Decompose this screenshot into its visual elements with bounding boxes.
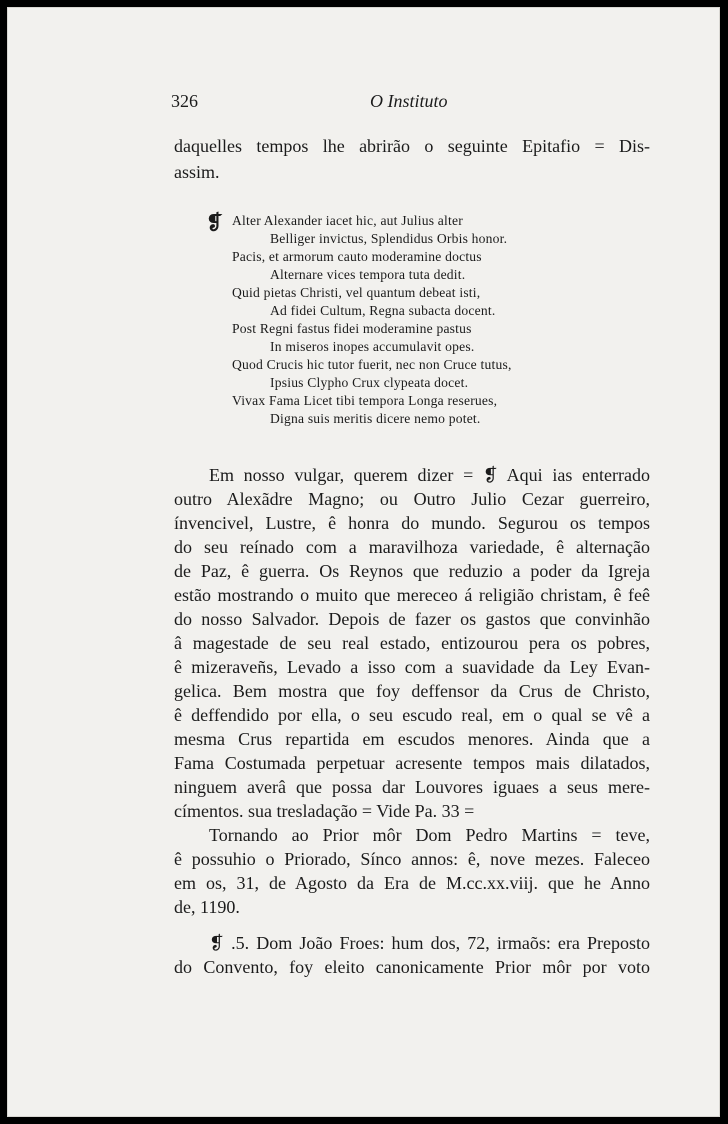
epitaph-line: Quod Crucis hic tutor fuerit, nec non Cruce tutus, (232, 357, 512, 372)
paragraph-2-line: do seu reínado com a maravilhoza variedade, ê alternação (174, 537, 650, 557)
epitaph-line: Ipsius Clypho Crux clypeata docet. (270, 375, 469, 390)
epitaph-line: Alter Alexander iacet hic, aut Julius alter (232, 213, 463, 228)
epitaph-line: Digna suis meritis dicere nemo potet. (270, 411, 481, 426)
paragraph-1-line: assim. (174, 162, 220, 182)
paragraph-2-line: ê deffendido por ella, o seu escudo real, em o qual se vê a (174, 705, 650, 725)
paragraph-2-line: címentos. sua tresladação = Vide Pa. 33 = (174, 801, 475, 821)
paragraph-1-line: daquelles tempos lhe abrirão o seguinte Epitafio = Dis- (174, 136, 650, 156)
paragraph-3-line: em os, 31, de Agosto da Era de M.cc.xx.viij. que he Anno (174, 873, 650, 893)
paragraph-2-line: ê mizeraveñs, Levado a isso com a suavidade da Ley Evan- (174, 657, 650, 677)
paragraph-3-line: ê possuhio o Priorado, Sínco annos: ê, nove mezes. Faleceo (174, 849, 650, 869)
running-title: O Instituto (370, 91, 448, 111)
paragraph-2-line: estão mostrando o muito que mereceo á religião christam, ê feê (174, 585, 650, 605)
paragraph-2-line: outro Alexãdre Magno; ou Outro Julio Cezar guerreiro, (174, 489, 650, 509)
page-header (8, 91, 719, 115)
paragraph-2-line: â magestade de seu real estado, entizourou pera os pobres, (174, 633, 650, 653)
epitaph-line: Alternare vices tempora tuta dedit. (270, 267, 466, 282)
paragraph-mark-icon: ❡ (206, 212, 223, 234)
epitaph-line: Pacis, et armorum cauto moderamine doctus (232, 249, 482, 264)
paragraph-2-line: do nosso Salvador. Depois de fazer os gastos que convinhão (174, 609, 650, 629)
paragraph-4-line: ❡ .5. Dom João Froes: hum dos, 72, irmaõs: era Preposto (209, 933, 650, 953)
paragraph-2-line: Em nosso vulgar, querem dizer = ❡ Aqui ias enterrado (209, 465, 650, 485)
page-number: 326 (171, 91, 198, 111)
epitaph-line: Post Regni fastus fidei moderamine pastus (232, 321, 472, 336)
paragraph-2-line: mesma Crus repartida em escudos menores. Ainda que a (174, 729, 650, 749)
paragraph-2-line: ninguem averâ que possa dar Louvores iguaes a seus mere- (174, 777, 650, 797)
paragraph-3-line: Tornando ao Prior môr Dom Pedro Martins = teve, (209, 825, 650, 845)
epitaph-line: Belliger invictus, Splendidus Orbis honor. (270, 231, 508, 246)
epitaph-line: Ad fidei Cultum, Regna subacta docent. (270, 303, 496, 318)
paragraph-2-line: Fama Costumada perpetuar acresente tempos mais dilatados, (174, 753, 650, 773)
epitaph-line: Quid pietas Christi, vel quantum debeat isti, (232, 285, 481, 300)
paragraph-4-line: do Convento, foy eleito canonicamente Prior môr por voto (174, 957, 650, 977)
epitaph-line: In miseros inopes accumulavit opes. (270, 339, 475, 354)
paragraph-3-line: de, 1190. (174, 897, 240, 917)
epitaph-line: Vivax Fama Licet tibi tempora Longa reserues, (232, 393, 498, 408)
book-page (7, 7, 720, 1117)
paragraph-2-line: de Paz, ê guerra. Os Reynos que reduzio a poder da Igreja (174, 561, 650, 581)
paragraph-2-line: gelica. Bem mostra que foy deffensor da Crus de Christo, (174, 681, 650, 701)
paragraph-2-line: ínvencivel, Lustre, ê honra do mundo. Segurou os tempos (174, 513, 650, 533)
